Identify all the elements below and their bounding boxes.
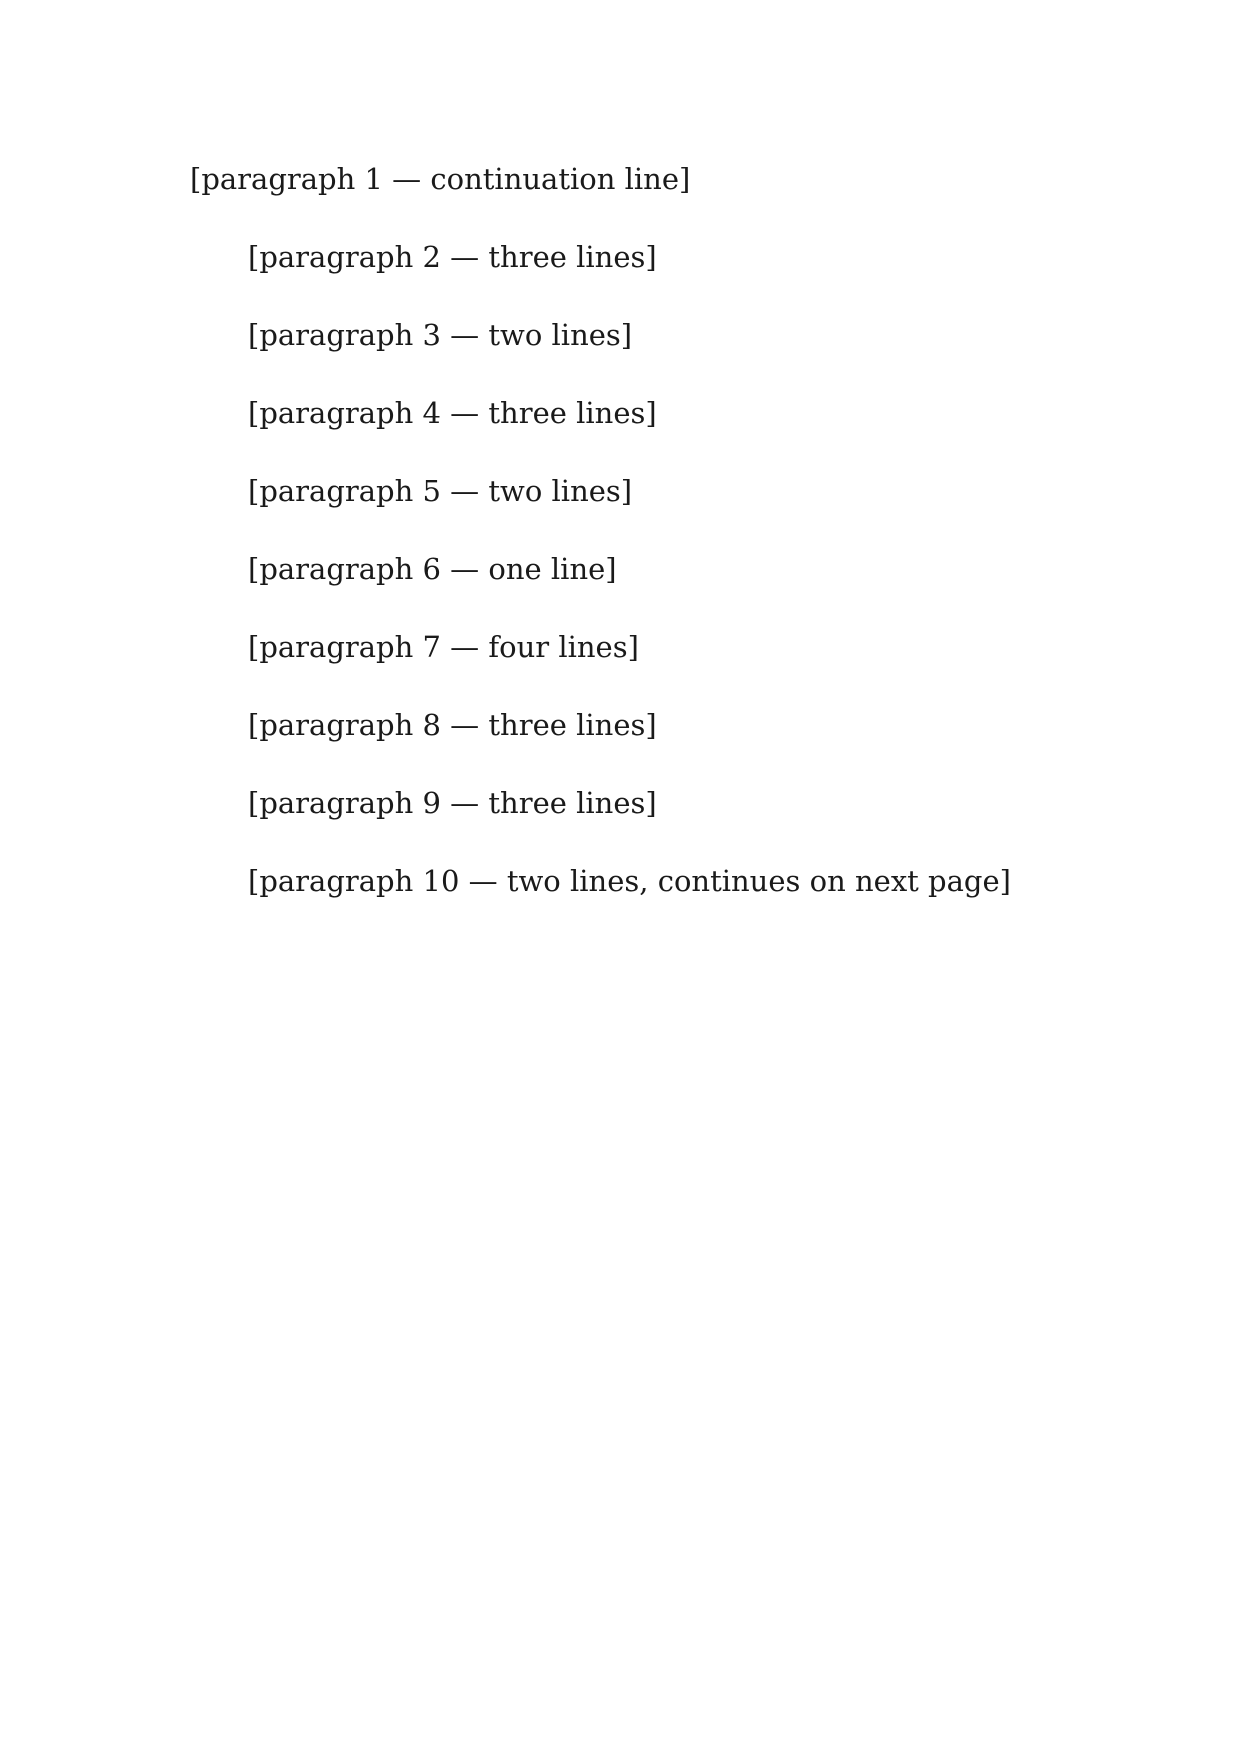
paragraph: [paragraph 5 — two lines] (248, 474, 633, 508)
paragraph: [paragraph 1 — continuation line] (190, 162, 691, 196)
paragraph: [paragraph 7 — four lines] (248, 630, 639, 664)
paragraph: [paragraph 4 — three lines] (248, 396, 657, 430)
paragraph: [paragraph 3 — two lines] (248, 318, 633, 352)
paragraph: [paragraph 2 — three lines] (248, 240, 657, 274)
paragraph: [paragraph 8 — three lines] (248, 708, 657, 742)
paragraph: [paragraph 10 — two lines, continues on next page] (248, 864, 1011, 898)
paragraph: [paragraph 6 — one line] (248, 552, 617, 586)
paragraph: [paragraph 9 — three lines] (248, 786, 657, 820)
document-page (190, 150, 1052, 930)
